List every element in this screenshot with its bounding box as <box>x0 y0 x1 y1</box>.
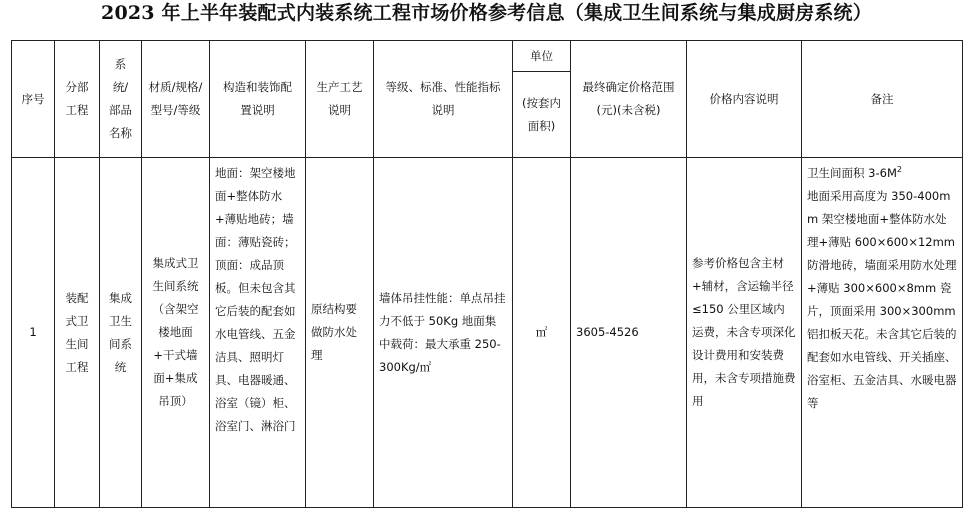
document-title: 2023 年上半年装配式内装系统工程市场价格参考信息（集成卫生间系统与集成厨房系统） <box>101 2 872 24</box>
cell-process: 原结构要做防水处理 <box>306 158 374 508</box>
cell-construction: 地面：架空楼地面+整体防水+薄贴地砖；墙面：薄贴瓷砖；顶面：成品顶板。但未包含其它后装的配套如水电管线、五金洁具、照明灯具、电器暖通、浴室（镜）柜、浴室门、淋浴门 <box>210 158 306 508</box>
cell-price-range: 3605-4526 <box>571 158 687 508</box>
header-price-range: 最终确定价格范围(元)(未含税) <box>571 41 687 158</box>
cell-unit: ㎡ <box>513 158 571 508</box>
header-unit-bottom-cell <box>513 72 570 157</box>
header-unit-top: 单位 <box>513 41 570 72</box>
cell-division: 装配式卫生间工程 <box>55 158 100 508</box>
header-row <box>12 41 963 158</box>
header-price-desc: 价格内容说明 <box>687 41 802 158</box>
header-material: 材质/规格/型号/等级 <box>142 41 210 158</box>
header-construction: 构造和装饰配置说明 <box>210 41 306 158</box>
header-remarks: 备注 <box>802 41 963 158</box>
header-seq: 序号 <box>12 41 55 158</box>
price-table <box>11 40 963 508</box>
header-division: 分部工程 <box>55 41 100 158</box>
header-unit-bottom: (按套内面积) <box>522 95 561 133</box>
header-system: 系统/部品名称 <box>100 41 142 158</box>
cell-material: 集成式卫生间系统（含架空楼地面+干式墙面+集成吊顶） <box>142 158 210 508</box>
cell-system: 集成卫生间系统 <box>100 158 142 508</box>
header-process: 生产工艺说明 <box>306 41 374 158</box>
header-grade: 等级、标准、性能指标说明 <box>374 41 513 158</box>
cell-grade: 墙体吊挂性能：单点吊挂力不低于 50Kg 地面集中载荷：最大承重 250-300Kg/㎡ <box>374 158 513 508</box>
header-unit <box>513 41 571 158</box>
cell-price-desc: 参考价格包含主材+辅材，含运输半径≤150 公里区域内运费，未含专项深化设计费用和安装费用，未含专项措施费用 <box>687 158 802 508</box>
remarks-area: 卫生间面积 $3-6M^2$ <box>807 165 902 180</box>
remarks-body: 地面采用高度为 350-400mm 架空楼地面+整体防水处理+薄贴 600×600×12mm 防滑地砖，墙面采用防水处理+薄贴 300×600×8mm 瓷片，顶面采用 300×300mm 铝扣板天花。未含其它后装的配套如水电管线、开关插座、浴室柜、五金洁具、水暖电器等 <box>807 189 957 410</box>
cell-remarks <box>802 158 963 508</box>
cell-seq: 1 <box>12 158 55 508</box>
table-row <box>12 158 963 508</box>
